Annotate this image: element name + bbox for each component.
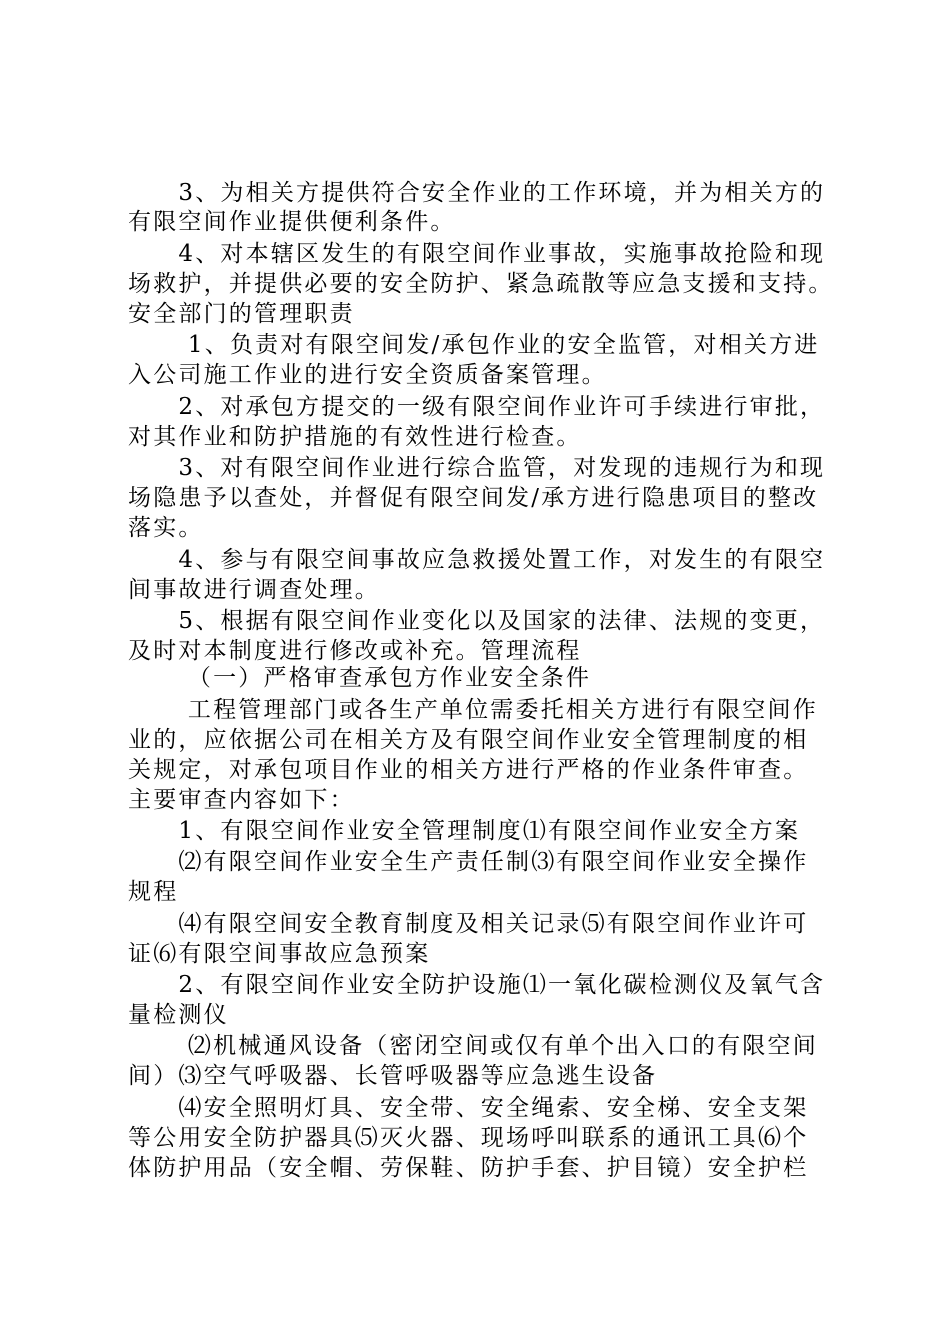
review-item-1-line-5: 证⑹有限空间事故应急预案 [128, 941, 431, 967]
review-paragraph-line-1: 工程管理部门或各生产单位需委托相关方进行有限空间作 [128, 697, 818, 723]
safety-item-3-line-3: 落实。 [128, 515, 204, 541]
safety-item-4-line-2: 间事故进行调查处理。 [128, 577, 380, 603]
safety-item-2-line-1: 2、对承包方提交的一级有限空间作业许可手续进行审批， [128, 394, 826, 420]
review-item-2-line-2: 量检测仪 [128, 1002, 229, 1028]
review-item-1-line-3: 规程 [128, 879, 179, 905]
safety-item-4-line-1: 4、参与有限空间事故应急救援处置工作，对发生的有限空 [128, 547, 826, 573]
paragraph-4-line-1: 4、对本辖区发生的有限空间作业事故，实施事故抢险和现 [128, 241, 826, 267]
safety-item-1-line-1: 1、负责对有限空间发/承包作业的安全监管，对相关方进 [128, 332, 820, 358]
safety-item-1-line-2: 入公司施工作业的进行安全资质备案管理。 [128, 362, 607, 388]
review-paragraph-line-2: 业的，应依据公司在相关方及有限空间作业安全管理制度的相 [128, 727, 809, 753]
review-paragraph-line-4: 主要审查内容如下： [128, 787, 355, 813]
review-item-2-line-5: ⑷安全照明灯具、安全带、安全绳索、安全梯、安全支架 [128, 1095, 809, 1121]
paragraph-4-line-2: 场救护，并提供必要的安全防护、紧急疏散等应急支援和支持。 [128, 271, 834, 297]
review-item-2-line-3: ⑵机械通风设备（密闭空间或仅有单个出入口的有限空间 [128, 1033, 818, 1059]
review-item-2-line-7: 体防护用品（安全帽、劳保鞋、防护手套、护目镜）安全护栏 [128, 1155, 809, 1181]
safety-item-3-line-2: 场隐患予以查处，并督促有限空间发/承方进行隐患项目的整改 [128, 485, 819, 511]
safety-item-5-line-1: 5、根据有限空间作业变化以及国家的法律、法规的变更， [128, 608, 826, 634]
review-item-2-line-4: 间）⑶空气呼吸器、长管呼吸器等应急逃生设备 [128, 1063, 658, 1089]
safety-item-3-line-1: 3、对有限空间作业进行综合监管，对发现的违规行为和现 [128, 455, 826, 481]
paragraph-3-line-2: 有限空间作业提供便利条件。 [128, 209, 456, 235]
review-item-1-line-4: ⑷有限空间安全教育制度及相关记录⑸有限空间作业许可 [128, 911, 809, 937]
review-item-1-line-1: 1、有限空间作业安全管理制度⑴有限空间作业安全方案 [128, 818, 801, 844]
paragraph-3-line-1: 3、为相关方提供符合安全作业的工作环境，并为相关方的 [128, 180, 826, 206]
review-paragraph-line-3: 关规定，对承包项目作业的相关方进行严格的作业条件审查。 [128, 757, 809, 783]
safety-item-5-line-2: 及时对本制度进行修改或补充。管理流程 [128, 638, 582, 664]
review-item-2-line-1: 2、有限空间作业安全防护设施⑴一氧化碳检测仪及氧气含 [128, 972, 826, 998]
subsection-heading-1: （一）严格审查承包方作业安全条件 [128, 665, 592, 691]
section-heading-safety-dept: 安全部门的管理职责 [128, 301, 355, 327]
review-item-1-line-2: ⑵有限空间作业安全生产责任制⑶有限空间作业安全操作 [128, 849, 809, 875]
review-item-2-line-6: 等公用安全防护器具⑸灭火器、现场呼叫联系的通讯工具⑹个 [128, 1125, 809, 1151]
safety-item-2-line-2: 对其作业和防护措施的有效性进行检查。 [128, 424, 582, 450]
